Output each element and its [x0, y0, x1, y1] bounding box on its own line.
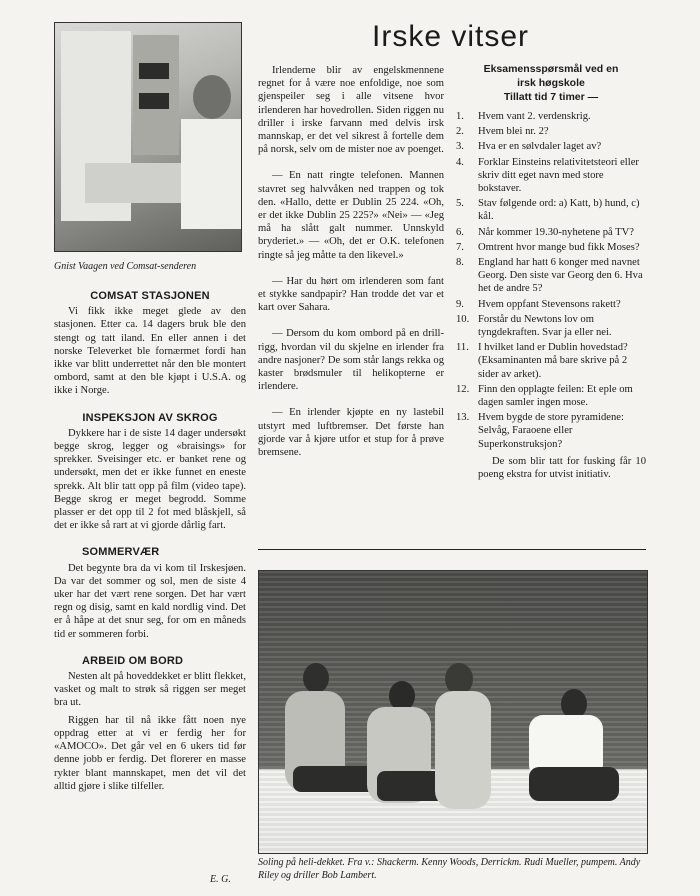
- exam-question: [456, 383, 646, 409]
- section-heading: SOMMERVÆR: [82, 546, 160, 559]
- question-text: Finn den opplagte feilen: Et eple om dagen samler ingen mose.: [478, 383, 633, 409]
- exam-heading-line: Eksamensspørsmål ved en: [483, 63, 619, 75]
- exam-heading-line: Tillatt tid 7 timer —: [503, 91, 599, 103]
- question-text: Hvem blei nr. 2?: [478, 126, 549, 138]
- question-number: 3.: [456, 141, 464, 153]
- exam-question: [456, 110, 646, 123]
- exam-question: [456, 125, 646, 138]
- exam-column: [456, 62, 646, 481]
- exam-heading: [456, 62, 646, 104]
- question-number: 13.: [456, 412, 470, 424]
- question-number: 7.: [456, 241, 464, 253]
- exam-question: [456, 226, 646, 239]
- joke-text: Irlenderne blir av engelskmennene regnet for å være noe enfoldige, noe som gjenspeiler seg i alle vitsene hvor irlenderen har hovedrollen. Siden riggen nu driller i irske farvann med delvis irsk mannskap, er det vel sikrest å fortelle dem på norsk, selv om de mister noe av poenget.: [258, 65, 444, 156]
- helideck-photo: [258, 570, 648, 854]
- signature: E. G.: [210, 874, 231, 885]
- section-arbeid: [54, 655, 246, 793]
- joke-text: — Dersom du kom ombord på en drill-rigg, hvordan vil du skjelne en irlender fra andre nasjoner? De som står langs rekka og kaster brødsmuler til helikopterne er irlendere.: [258, 328, 444, 393]
- joke-text: — Har du hørt om irlenderen som fant et stykke sandpapir? Han trodde det var et kart over Sahara.: [258, 275, 444, 314]
- question-number: 10.: [456, 313, 470, 325]
- exam-question-list: [456, 110, 646, 451]
- section-comsat: [54, 290, 246, 398]
- question-number: 8.: [456, 257, 464, 269]
- question-text: Forklar Einsteins relativitetsteori eller skriv ditt eget navn med store bokstaver.: [478, 156, 639, 195]
- exam-heading-line: irsk høgskole: [517, 77, 585, 89]
- section-text: Vi fikk ikke meget glede av den stasjonen. Etter ca. 14 dagers bruk ble den stengt og tatt iland. En eller annen i det norske Televerket ble fornærmet fordi han ikke var blitt underrettet når den ble montert ombord, samt at den ble kjøpt i U.S.A. og ikke i Norge.: [54, 306, 246, 397]
- question-number: 4.: [456, 156, 464, 168]
- section-inspeksjon: [54, 412, 246, 533]
- exam-question: [456, 241, 646, 254]
- joke-text: — En natt ringte telefonen. Mannen stavret seg halvvåken ned trappen og tok den. «Hallo, dette er Dublin 25 224. «Oh, er det ikke Dublin 25 225?» «Nei» — «Jeg må ha slått galt nummer. Unnskyld bryderiet.» — «Oh, det er O.K. telefonen ringte så jeg måtte ta den likevel.»: [258, 170, 444, 261]
- section-heading: INSPEKSJON AV SKROG: [82, 411, 218, 424]
- question-text: Når kommer 19.30-nyhetene på TV?: [478, 226, 635, 238]
- question-text: I hvilket land er Dublin hovedstad? (Eksaminanten må bare skrive på 2 sider av arket).: [478, 342, 628, 380]
- helideck-photo-caption: Soling på heli-dekket. Fra v.: Shackerm. Kenny Woods, Derrickm. Rudi Mueller, pumpem. Andy Riley og driller Bob Lambert.: [258, 857, 641, 881]
- exam-question: [456, 411, 646, 451]
- section-heading: COMSAT STASJONEN: [90, 290, 210, 302]
- jokes-column: [258, 64, 444, 472]
- question-number: 12.: [456, 383, 470, 395]
- exam-question: [456, 313, 646, 339]
- question-text: England har hatt 6 konger med navnet Georg. Den siste var Georg den 6. Hva het de andre 5?: [478, 257, 643, 295]
- exam-question: [456, 256, 646, 296]
- question-text: Forstår du Newtons lov om tyngdekraften. Svar ja eller nei.: [478, 313, 612, 339]
- question-text: Hvem oppfant Stevensons rakett?: [478, 298, 621, 310]
- page-title: Irske vitser: [372, 20, 530, 53]
- section-text: Dykkere har i de siste 14 dager undersøkt begge skrog, legger og «braisings» for sprekker. Sveisinger etc. er banket rene og undersøkt, men det er ikke funnet en eneste sprekk. Alt blir tatt opp på film (video tape). Begge skrog er meget begrodd. Somme plasser er det opp til 2 fot med blåskjell, så det er ikke så rart at vi gjorde dårlig fart.: [54, 427, 246, 532]
- question-number: 2.: [456, 126, 464, 138]
- question-text: Hvem vant 2. verdenskrig.: [478, 111, 591, 122]
- question-text: Stav følgende ord: a) Katt, b) hund, c) kål.: [478, 198, 640, 223]
- question-number: 1.: [456, 111, 464, 122]
- question-text: Omtrent hvor mange bud fikk Moses?: [478, 241, 640, 253]
- joke-text: — En irlender kjøpte en ny lastebil utstyrt med luftbremser. Det første han gjorde var å kjøre utfor et stup for å prøve bremsene.: [258, 407, 444, 459]
- exam-question: [456, 156, 646, 196]
- question-text: Hvem bygde de store pyramidene: Selvåg, Faraoene eller Superkonstruksjon?: [478, 412, 624, 450]
- exam-question: [456, 140, 646, 153]
- exam-question: [456, 298, 646, 311]
- exam-question: [456, 341, 646, 381]
- question-number: 9.: [456, 298, 464, 310]
- section-text: Det begynte bra da vi kom til Irskesjøen. Da var det sommer og sol, men de siste 4 uker har det vært rene sorgen. Det har vært regn og disig, samt en kald nordlig vind. Det er å håpe at det snur seg, for om en måneds tid er sommeren forbi.: [54, 562, 246, 640]
- question-text: Hva er en sølvdaler laget av?: [478, 141, 602, 153]
- question-number: 5.: [456, 198, 464, 210]
- exam-footer: De som blir tatt for fusking får 10 poeng ekstra for utvist initiativ.: [478, 455, 646, 481]
- section-sommervaer: [54, 546, 246, 640]
- divider: [258, 549, 646, 550]
- comsat-photo: [54, 22, 242, 252]
- exam-question: [456, 197, 646, 223]
- section-text: Riggen har til nå ikke fått noen nye oppdrag etter at vi er ferdig her for «AMOCO». Det går vel en 6 ukers tid før denne jobb er ferdig. Det florerer en masse rykter blant mannskapet, men det vil det alltid gjøre i slike tilfeller.: [54, 714, 246, 792]
- comsat-photo-caption: Gnist Vaagen ved Comsat-senderen: [54, 261, 197, 272]
- section-text: Nesten alt på hoveddekket er blitt flekket, vasket og malt to strøk så riggen ser meget bra ut.: [54, 671, 246, 709]
- section-heading: ARBEID OM BORD: [82, 654, 184, 667]
- question-number: 11.: [456, 342, 469, 354]
- left-column: [54, 290, 246, 807]
- person-figure: [303, 663, 329, 693]
- question-number: 6.: [456, 226, 464, 238]
